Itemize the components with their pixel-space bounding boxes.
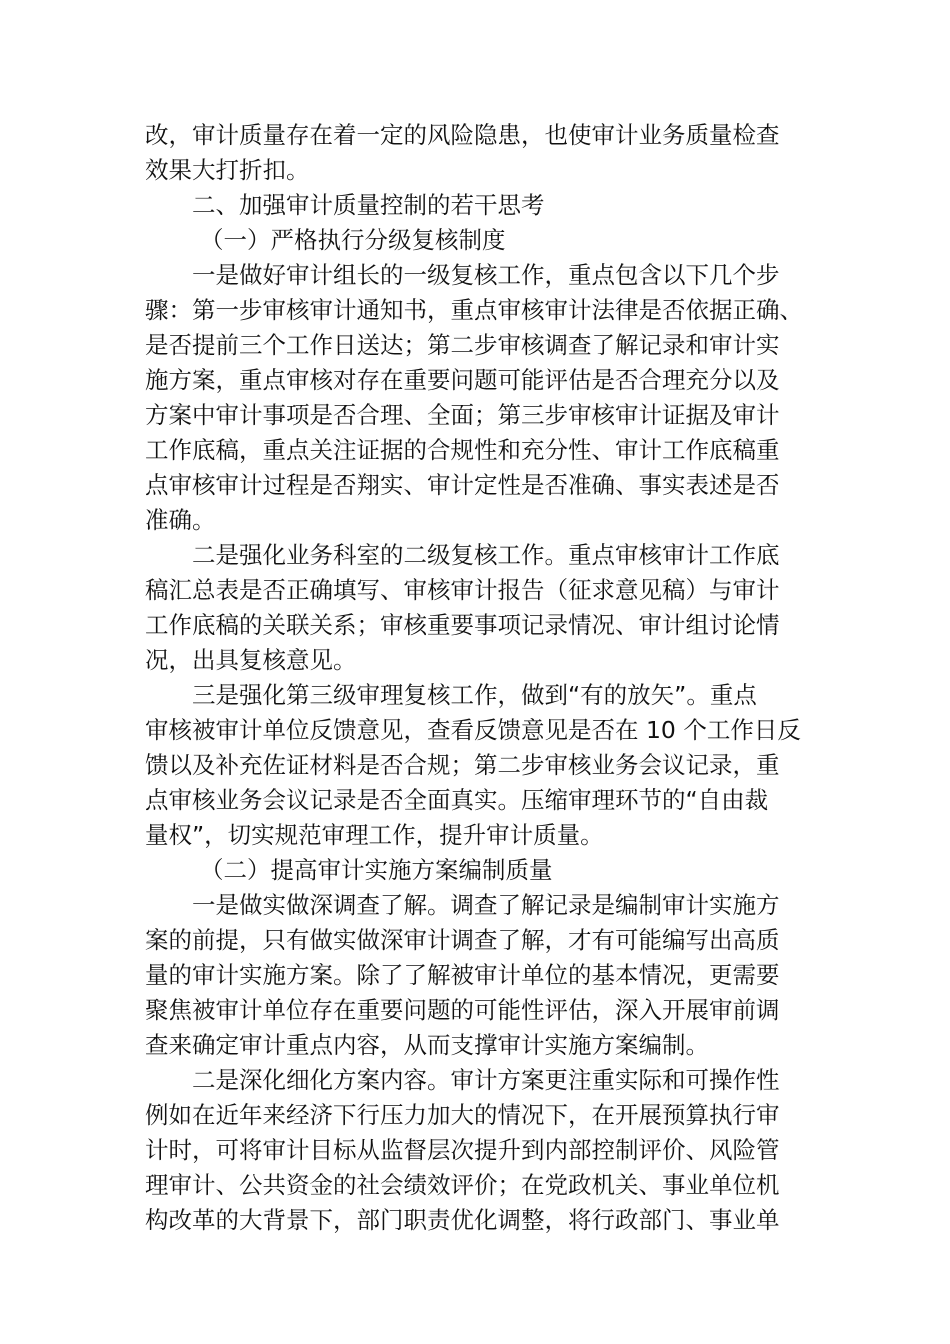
text-line: 一是做好审计组长的一级复核工作，重点包含以下几个步 [192,261,780,289]
text-line: 点审核业务会议记录是否全面真实。压缩审理环节的“自由裁 [145,786,769,814]
text-line: 二是深化细化方案内容。审计方案更注重实际和可操作性 [192,1066,780,1094]
text-line: 案的前提，只有做实做深审计调查了解，才有可能编写出高质 [145,926,780,954]
text-line: 况，出具复核意见。 [145,646,357,674]
text-line: 方案中审计事项是否合理、全面；第三步审核审计证据及审计 [145,401,780,429]
text-line: 二是强化业务科室的二级复核工作。重点审核审计工作底 [192,541,780,569]
text-line: 查来确定审计重点内容，从而支撑审计实施方案编制。 [145,1031,709,1059]
text-line: 量权”，切实规范审理工作，提升审计质量。 [145,821,604,849]
text-line: 馈以及补充佐证材料是否合规；第二步审核业务会议记录，重 [145,751,780,779]
text-line: 稿汇总表是否正确填写、审核审计报告（征求意见稿）与审计 [145,576,780,604]
text-line: 三是强化第三级审理复核工作，做到“有的放矢”。重点 [192,681,757,709]
text-line: 点审核审计过程是否翔实、审计定性是否准确、事实表述是否 [145,471,780,499]
text-line: 一是做实做深调查了解。调查了解记录是编制审计实施方 [192,891,780,919]
text-line: 例如在近年来经济下行压力加大的情况下，在开展预算执行审 [145,1101,780,1129]
text-line: 施方案，重点审核对存在重要问题可能评估是否合理充分以及 [145,366,780,394]
text-line: 效果大打折扣。 [145,156,310,184]
text-line: 计时，可将审计目标从监督层次提升到内部控制评价、风险管 [145,1136,780,1164]
text-line: 量的审计实施方案。除了了解被审计单位的基本情况，更需要 [145,961,780,989]
text-line: 改，审计质量存在着一定的风险隐患，也使审计业务质量检查 [145,121,780,149]
text-line: 工作底稿的关联关系；审核重要事项记录情况、审计组讨论情 [145,611,780,639]
text-line: 是否提前三个工作日送达；第二步审核调查了解记录和审计实 [145,331,780,359]
text-line: 构改革的大背景下，部门职责优化调整，将行政部门、事业单 [145,1206,780,1234]
subsection-heading: （一）严格执行分级复核制度 [200,226,506,254]
text-line: 理审计、公共资金的社会绩效评价；在党政机关、事业单位机 [145,1171,780,1199]
subsection-heading: （二）提高审计实施方案编制质量 [200,856,553,884]
text-line: 审核被审计单位反馈意见，查看反馈意见是否在 10 个工作日反 [145,716,801,744]
text-line: 准确。 [145,506,216,534]
text-line: 聚焦被审计单位存在重要问题的可能性评估，深入开展审前调 [145,996,780,1024]
text-line: 骤：第一步审核审计通知书，重点审核审计法律是否依据正确、 [145,296,803,324]
section-heading: 二、加强审计质量控制的若干思考 [192,191,545,219]
text-line: 工作底稿，重点关注证据的合规性和充分性、审计工作底稿重 [145,436,780,464]
